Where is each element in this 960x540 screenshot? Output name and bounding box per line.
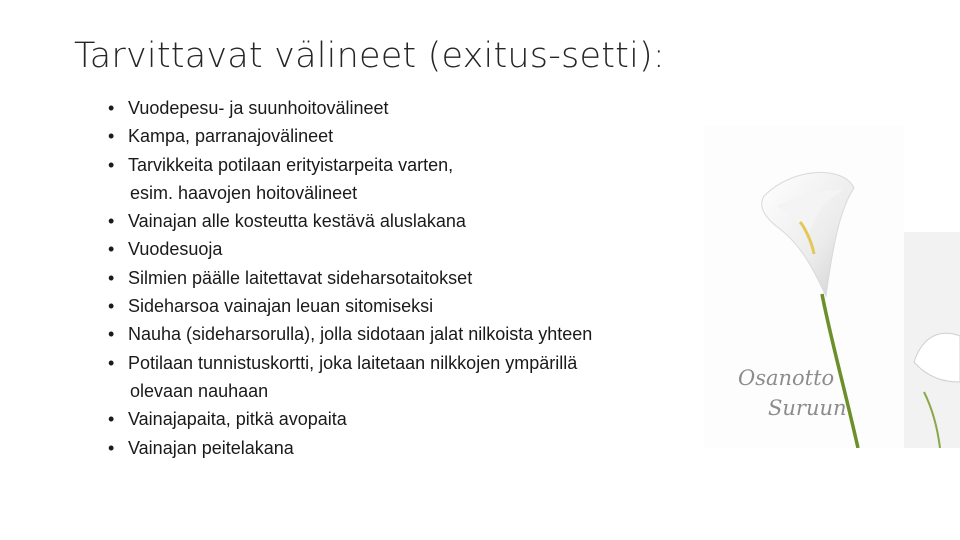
bullet-icon: • [108,239,115,260]
list-item: • Silmien päälle laitettavat sideharsotaitokset [108,264,708,292]
list-item: • Vainajapaita, pitkä avopaita [108,405,708,433]
card-text-condolence: Osanotto [738,366,835,390]
list-item: • Sideharsoa vainajan leuan sitomiseksi [108,292,708,320]
second-flower-image [904,232,960,448]
bullet-icon: • [108,409,115,430]
bullet-icon: • [108,296,115,317]
list-item: • Vuodesuoja [108,235,708,263]
list-item: • Kampa, parranajovälineet [108,122,708,150]
list-item: • Vainajan alle kosteutta kestävä aluslakana [108,207,708,235]
bullet-icon: • [108,98,115,118]
list-item: • Tarvikkeita potilaan erityistarpeita varten, [108,151,708,179]
card-text-grief: Suruun [768,396,847,420]
list-item: • Vainajan peitelakana [108,434,708,462]
bullet-icon: • [108,154,115,175]
list-item: • Nauha (sideharsorulla), jolla sidotaan jalat nilkoista yhteen [108,320,708,348]
bullet-icon: • [108,324,115,345]
list-item-continuation: esim. haavojen hoitovälineet [130,182,358,203]
bullet-icon: • [108,437,115,458]
calla-lily-icon [904,232,960,448]
bullet-icon: • [108,126,115,147]
bullet-icon: • [108,352,115,373]
bullet-list [108,94,708,462]
bullet-icon: • [108,211,115,232]
bullet-icon: • [108,267,115,288]
list-item: • Vuodepesu- ja suunhoitovälineet [108,94,708,122]
list-item-continuation: olevaan nauhaan [130,380,269,401]
list-item: • Potilaan tunnistuskortti, joka laitetaan nilkkojen ympärillä [108,349,708,377]
slide-title: Tarvittavat välineet (exitus-setti): [74,36,665,76]
